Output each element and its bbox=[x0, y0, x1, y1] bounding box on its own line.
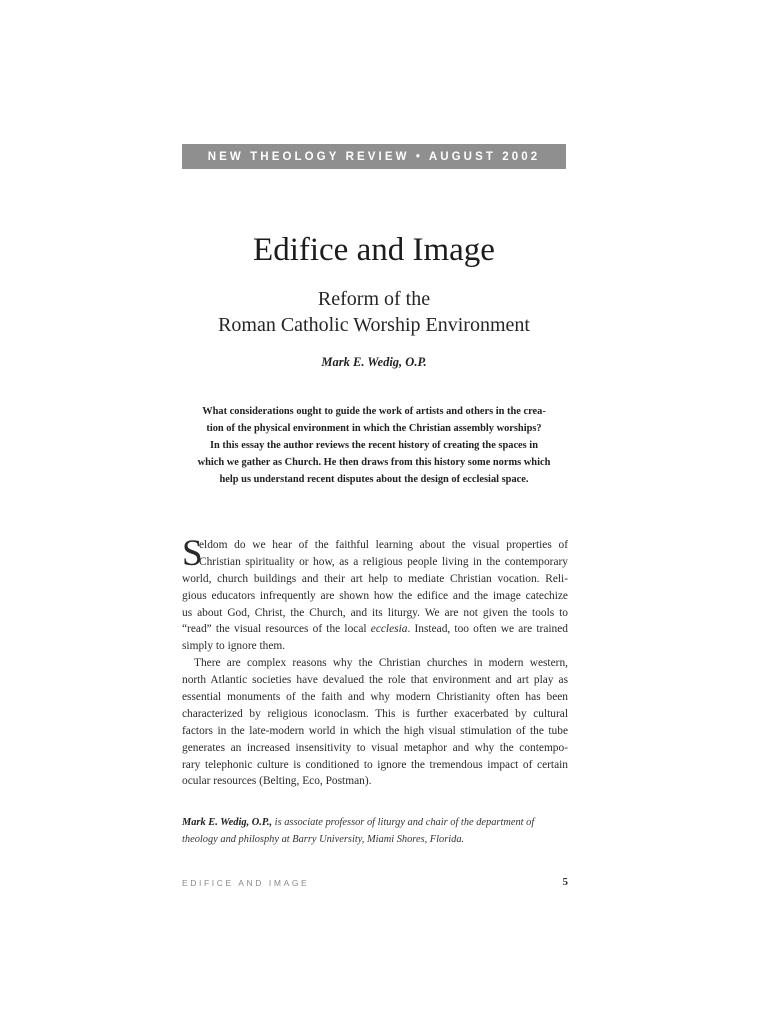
body-line: Christian spirituality or how, as a religious people living in the contemporary bbox=[199, 555, 568, 568]
body-line: factors in the late-modern world in which the high visual stimulation of the tube bbox=[182, 724, 568, 737]
body-line: world, church buildings and their art help to mediate Christian vocation. Reli- bbox=[182, 572, 568, 585]
page-number: 5 bbox=[562, 876, 568, 888]
body-line: There are complex reasons why the Christian churches in modern western, bbox=[194, 657, 568, 670]
body-line: ocular resources (Belting, Eco, Postman). bbox=[182, 775, 372, 788]
author-note-line: theology and philosphy at Barry University, Miami Shores, Florida. bbox=[182, 833, 465, 845]
abstract-line: which we gather as Church. He then draws from this history some norms which bbox=[197, 457, 551, 468]
abstract-line: help us understand recent disputes about the design of ecclesial space. bbox=[219, 474, 529, 485]
author-note-line bbox=[182, 815, 568, 832]
body-line: gious educators infrequently are shown how the edifice and the image catechize bbox=[182, 589, 568, 602]
body-line-start: “read” the visual resources of the local bbox=[182, 623, 367, 636]
drop-cap: S bbox=[182, 533, 203, 574]
author-note-text: is associate professor of liturgy and chair of the department of bbox=[272, 817, 535, 828]
abstract-line: In this essay the author reviews the recent history of creating the spaces in bbox=[210, 440, 538, 451]
article-abstract bbox=[176, 403, 572, 488]
body-line: rary telephonic culture is conditioned to ignore the tremendous impact of certain bbox=[182, 758, 568, 771]
body-line: generates an increased insensitivity to visual metaphor and why the contempo- bbox=[182, 741, 568, 754]
journal-header-bar bbox=[182, 144, 566, 169]
article-subtitle bbox=[0, 286, 748, 338]
body-line: eldom do we hear of the faithful learning about the visual properties of bbox=[199, 539, 568, 551]
author-note bbox=[182, 815, 568, 848]
article-author: Mark E. Wedig, O.P. bbox=[321, 355, 427, 369]
body-line: simply to ignore them. bbox=[182, 640, 286, 653]
article-title: Edifice and Image bbox=[253, 232, 495, 268]
body-line: characterized by religious iconoclasm. This is further exacerbated by cultural bbox=[182, 707, 568, 720]
abstract-line: tion of the physical environment in which the Christian assembly worships? bbox=[206, 423, 542, 434]
subtitle-line: Roman Catholic Worship Environment bbox=[218, 314, 530, 336]
body-line-end: . Instead, too often we are trained bbox=[407, 623, 568, 636]
author-note-name: Mark E. Wedig, O.P., bbox=[182, 817, 273, 828]
body-line: essential monuments of the faith and why modern Christianity often has been bbox=[182, 691, 568, 704]
running-footer-title: EDIFICE AND IMAGE bbox=[182, 878, 310, 888]
abstract-line: What considerations ought to guide the work of artists and others in the crea- bbox=[202, 406, 546, 417]
subtitle-line: Reform of the bbox=[317, 288, 431, 310]
italic-term: ecclesia bbox=[370, 623, 408, 636]
journal-issue-line: NEW THEOLOGY REVIEW • AUGUST 2002 bbox=[207, 150, 541, 163]
body-line: us about God, Christ, the Church, and its liturgy. We are not given the tools to bbox=[182, 606, 568, 619]
article-body bbox=[182, 533, 568, 790]
body-line: north Atlantic societies have devalued the role that environment and art play as bbox=[182, 674, 568, 687]
body-line bbox=[182, 621, 568, 638]
